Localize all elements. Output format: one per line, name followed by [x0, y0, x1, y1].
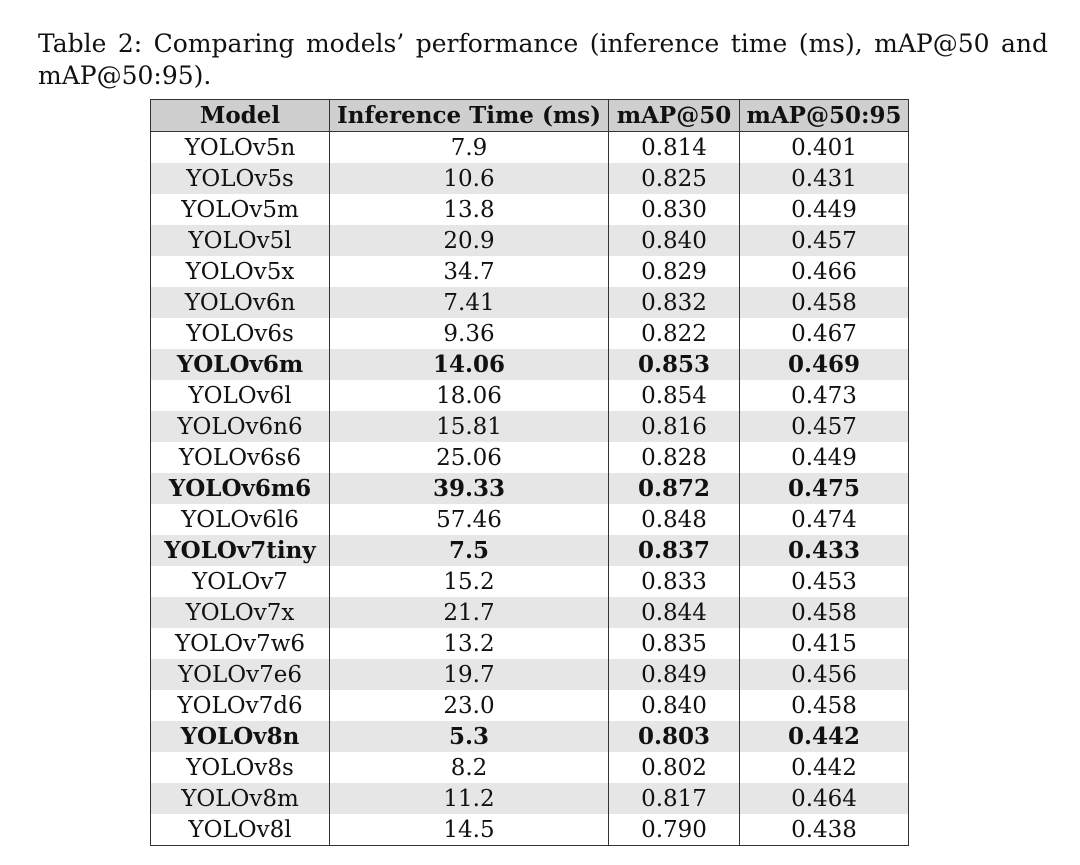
cell-inference-time: 9.36: [330, 318, 609, 349]
cell-map50: 0.840: [609, 690, 740, 721]
cell-model: YOLOv7tiny: [151, 535, 330, 566]
cell-map50: 0.833: [609, 566, 740, 597]
cell-map50-95: 0.442: [740, 752, 909, 783]
cell-inference-time: 21.7: [330, 597, 609, 628]
cell-model: YOLOv6m: [151, 349, 330, 380]
table-row: [151, 504, 909, 535]
cell-model: YOLOv8s: [151, 752, 330, 783]
cell-map50-95: 0.453: [740, 566, 909, 597]
cell-map50-95: 0.442: [740, 721, 909, 752]
cell-model: YOLOv8l: [151, 814, 330, 846]
cell-map50-95: 0.415: [740, 628, 909, 659]
cell-map50: 0.816: [609, 411, 740, 442]
cell-map50: 0.790: [609, 814, 740, 846]
table-row: [151, 597, 909, 628]
cell-inference-time: 18.06: [330, 380, 609, 411]
cell-map50: 0.844: [609, 597, 740, 628]
cell-map50-95: 0.458: [740, 287, 909, 318]
cell-inference-time: 10.6: [330, 163, 609, 194]
cell-model: YOLOv5x: [151, 256, 330, 287]
cell-map50-95: 0.464: [740, 783, 909, 814]
model-performance-table: [150, 99, 909, 846]
cell-map50: 0.828: [609, 442, 740, 473]
cell-map50-95: 0.433: [740, 535, 909, 566]
caption-line-2: mAP@50:95).: [38, 61, 212, 90]
cell-model: YOLOv5m: [151, 194, 330, 225]
cell-map50: 0.848: [609, 504, 740, 535]
cell-model: YOLOv5s: [151, 163, 330, 194]
cell-inference-time: 23.0: [330, 690, 609, 721]
cell-inference-time: 39.33: [330, 473, 609, 504]
table-row: [151, 783, 909, 814]
cell-inference-time: 20.9: [330, 225, 609, 256]
cell-map50: 0.832: [609, 287, 740, 318]
cell-model: YOLOv7: [151, 566, 330, 597]
cell-inference-time: 11.2: [330, 783, 609, 814]
cell-inference-time: 14.5: [330, 814, 609, 846]
table-row: [151, 535, 909, 566]
table-row: [151, 752, 909, 783]
cell-inference-time: 8.2: [330, 752, 609, 783]
cell-model: YOLOv5n: [151, 132, 330, 164]
table-row: [151, 721, 909, 752]
table-row: [151, 566, 909, 597]
cell-map50: 0.825: [609, 163, 740, 194]
cell-map50: 0.830: [609, 194, 740, 225]
cell-map50: 0.802: [609, 752, 740, 783]
cell-model: YOLOv6n6: [151, 411, 330, 442]
cell-model: YOLOv8n: [151, 721, 330, 752]
cell-inference-time: 7.41: [330, 287, 609, 318]
table-caption: [38, 28, 1048, 92]
table-row: [151, 473, 909, 504]
cell-map50: 0.849: [609, 659, 740, 690]
cell-map50-95: 0.458: [740, 690, 909, 721]
cell-model: YOLOv6n: [151, 287, 330, 318]
cell-map50-95: 0.458: [740, 597, 909, 628]
cell-map50-95: 0.467: [740, 318, 909, 349]
table-header-row: [151, 100, 909, 132]
cell-map50-95: 0.449: [740, 194, 909, 225]
cell-map50: 0.803: [609, 721, 740, 752]
cell-map50-95: 0.456: [740, 659, 909, 690]
header-inference-time: Inference Time (ms): [330, 100, 609, 132]
cell-map50: 0.853: [609, 349, 740, 380]
cell-map50: 0.837: [609, 535, 740, 566]
table-row: [151, 411, 909, 442]
cell-inference-time: 15.2: [330, 566, 609, 597]
cell-model: YOLOv7x: [151, 597, 330, 628]
cell-map50: 0.835: [609, 628, 740, 659]
table-row: [151, 194, 909, 225]
caption-line-1: Table 2: Comparing models’ performance (inference time (ms), mAP@50 and: [38, 29, 1048, 58]
table-row: [151, 349, 909, 380]
cell-model: YOLOv7e6: [151, 659, 330, 690]
table-row: [151, 225, 909, 256]
cell-map50-95: 0.469: [740, 349, 909, 380]
cell-map50-95: 0.431: [740, 163, 909, 194]
table-row: [151, 659, 909, 690]
cell-model: YOLOv6l6: [151, 504, 330, 535]
cell-map50-95: 0.474: [740, 504, 909, 535]
table-row: [151, 814, 909, 846]
cell-inference-time: 57.46: [330, 504, 609, 535]
cell-inference-time: 7.9: [330, 132, 609, 164]
cell-map50-95: 0.475: [740, 473, 909, 504]
cell-map50: 0.872: [609, 473, 740, 504]
header-map50: mAP@50: [609, 100, 740, 132]
cell-map50-95: 0.457: [740, 411, 909, 442]
cell-inference-time: 15.81: [330, 411, 609, 442]
cell-inference-time: 13.2: [330, 628, 609, 659]
table-row: [151, 256, 909, 287]
table-row: [151, 380, 909, 411]
cell-model: YOLOv7d6: [151, 690, 330, 721]
cell-model: YOLOv6m6: [151, 473, 330, 504]
header-model: Model: [151, 100, 330, 132]
cell-map50-95: 0.473: [740, 380, 909, 411]
cell-map50: 0.822: [609, 318, 740, 349]
cell-map50: 0.840: [609, 225, 740, 256]
cell-model: YOLOv8m: [151, 783, 330, 814]
header-map50-95: mAP@50:95: [740, 100, 909, 132]
cell-map50-95: 0.457: [740, 225, 909, 256]
table-row: [151, 442, 909, 473]
table-row: [151, 318, 909, 349]
cell-inference-time: 13.8: [330, 194, 609, 225]
cell-model: YOLOv7w6: [151, 628, 330, 659]
cell-map50: 0.817: [609, 783, 740, 814]
cell-map50-95: 0.401: [740, 132, 909, 164]
cell-inference-time: 5.3: [330, 721, 609, 752]
table-body: [151, 132, 909, 846]
table-row: [151, 163, 909, 194]
cell-map50-95: 0.466: [740, 256, 909, 287]
table-row: [151, 287, 909, 318]
table-row: [151, 132, 909, 164]
cell-map50: 0.829: [609, 256, 740, 287]
cell-map50: 0.854: [609, 380, 740, 411]
cell-model: YOLOv6s6: [151, 442, 330, 473]
cell-inference-time: 7.5: [330, 535, 609, 566]
cell-inference-time: 14.06: [330, 349, 609, 380]
table-row: [151, 628, 909, 659]
cell-model: YOLOv6l: [151, 380, 330, 411]
cell-map50-95: 0.449: [740, 442, 909, 473]
cell-model: YOLOv6s: [151, 318, 330, 349]
cell-model: YOLOv5l: [151, 225, 330, 256]
cell-inference-time: 19.7: [330, 659, 609, 690]
cell-inference-time: 25.06: [330, 442, 609, 473]
cell-map50: 0.814: [609, 132, 740, 164]
table-row: [151, 690, 909, 721]
cell-map50-95: 0.438: [740, 814, 909, 846]
cell-inference-time: 34.7: [330, 256, 609, 287]
